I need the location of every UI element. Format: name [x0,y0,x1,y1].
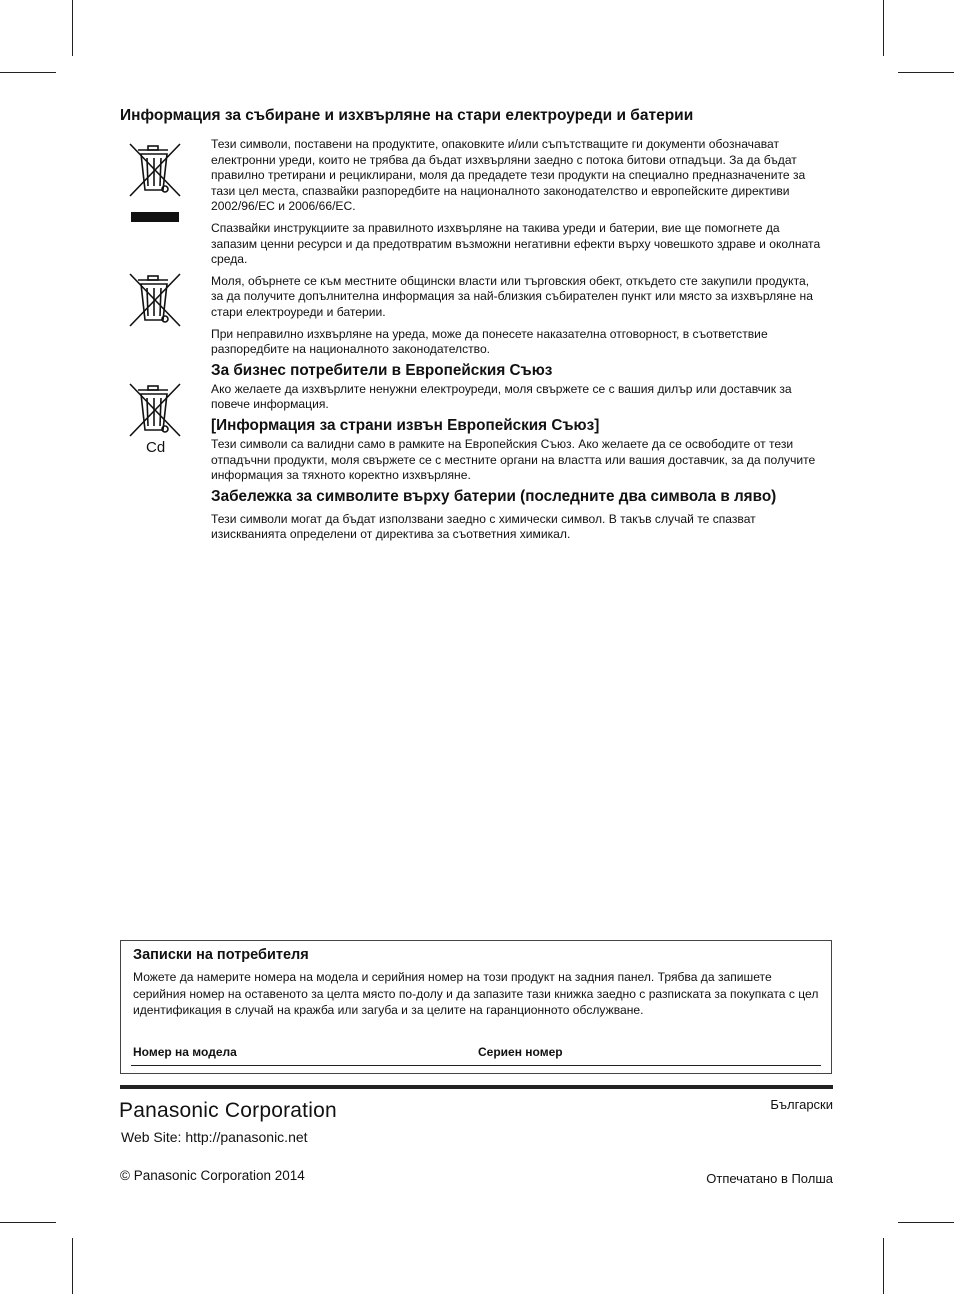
user-notes-box [120,940,832,1074]
section-heading-business: За бизнес потребители в Европейския Съюз [211,361,553,379]
paragraph: Тези символи са валидни само в рамките на Европейския Съюз. Ако желаете да се освободите от тези отпадъчни продукти, моля свържете се с местните органи на властта или вашия доставчик, за да получите информация за тяхното коректно изхвърляне. [211,436,816,483]
user-notes-title: Записки на потребителя [133,947,309,963]
section-heading-outside-eu: [Информация за страни извън Европейския Съюз] [211,416,600,434]
paragraph: При неправилно изхвърляне на уреда, може да понесете наказателна отговорност, в съответствие разпоредбите на националното законодателство. [211,326,768,357]
crop-mark [898,1222,954,1223]
crop-mark [72,0,73,56]
language-label: Български [770,1097,833,1112]
footer-divider [120,1085,833,1089]
crop-mark [883,1238,884,1294]
brand-logo: Panasonic Corporation [119,1099,337,1122]
copyright-notice: © Panasonic Corporation 2014 [120,1168,305,1183]
paragraph: Тези символи, поставени на продуктите, опаковките и/или съпътстващите ги документи обозначават електронни уреди, които не трябва да бъдат изхвърляни заедно с потока битови отпадъци. За да бъдат правилно третирани и рециклирани, моля да предадете тези продукти на специално предназначените за тази цел места, спазвайки разпоредбите на националното законодателство и европейските директиви 2002/96/ЕС и 2006/66/ЕС. [211,137,806,214]
paragraph: Ако желаете да изхвърлите ненужни електроуреди, моля свържете се с вашия дилър или доставчик за повече информация. [211,381,792,412]
paragraph: Тези символи могат да бъдат използвани заедно с химически символ. В такъв случай те спазват изискванията определени от директива за съответния химикал. [211,511,756,542]
crop-mark [883,0,884,56]
crop-mark [0,72,56,73]
page-title: Информация за събиране и изхвърляне на стари електроуреди и батерии [120,107,694,124]
model-number-field: Номер на модела [133,1045,237,1059]
crossed-bin-with-bar-icon [128,140,182,226]
crop-mark [898,72,954,73]
user-notes-text: Можете да намерите номера на модела и серийния номер на този продукт на задния панел. Трябва да запишете серийния номер на оставеното за целта място по-долу и да запазите тази книжка заедно с разписката за покупката с цел идентификация в случай на кражба или загуба и за целите на гаранционното обслужване. [133,970,819,1017]
crossed-bin-icon [128,270,182,330]
section-heading-battery-note: Забележка за символите върху батерии (последните два символа в ляво) [211,487,777,505]
crossed-bin-cd-icon [128,380,182,440]
paragraph: Моля, обърнете се към местните общински власти или търговския обект, откъдето сте закупили продукта, за да получите допълнителна информация за най-близкия събирателен пункт или място за изхвърляне на стари електроуреди и батерии. [211,273,813,319]
body-text [211,137,823,549]
paragraph: Спазвайки инструкциите за правилното изхвърляне на такива уреди и батерии, вие ще помогнете да запазим ценни ресурси и да предотвратим възможни негативни ефекти върху човешкото здраве и околната среда. [211,220,821,267]
website-text: Web Site: http://panasonic.net [121,1129,308,1145]
printed-in-label: Отпечатано в Полша [706,1171,833,1186]
serial-number-field: Сериен номер [478,1045,563,1059]
write-in-line [131,1065,821,1066]
cd-chemical-label: Cd [146,439,166,456]
crop-mark [72,1238,73,1294]
crop-mark [0,1222,56,1223]
